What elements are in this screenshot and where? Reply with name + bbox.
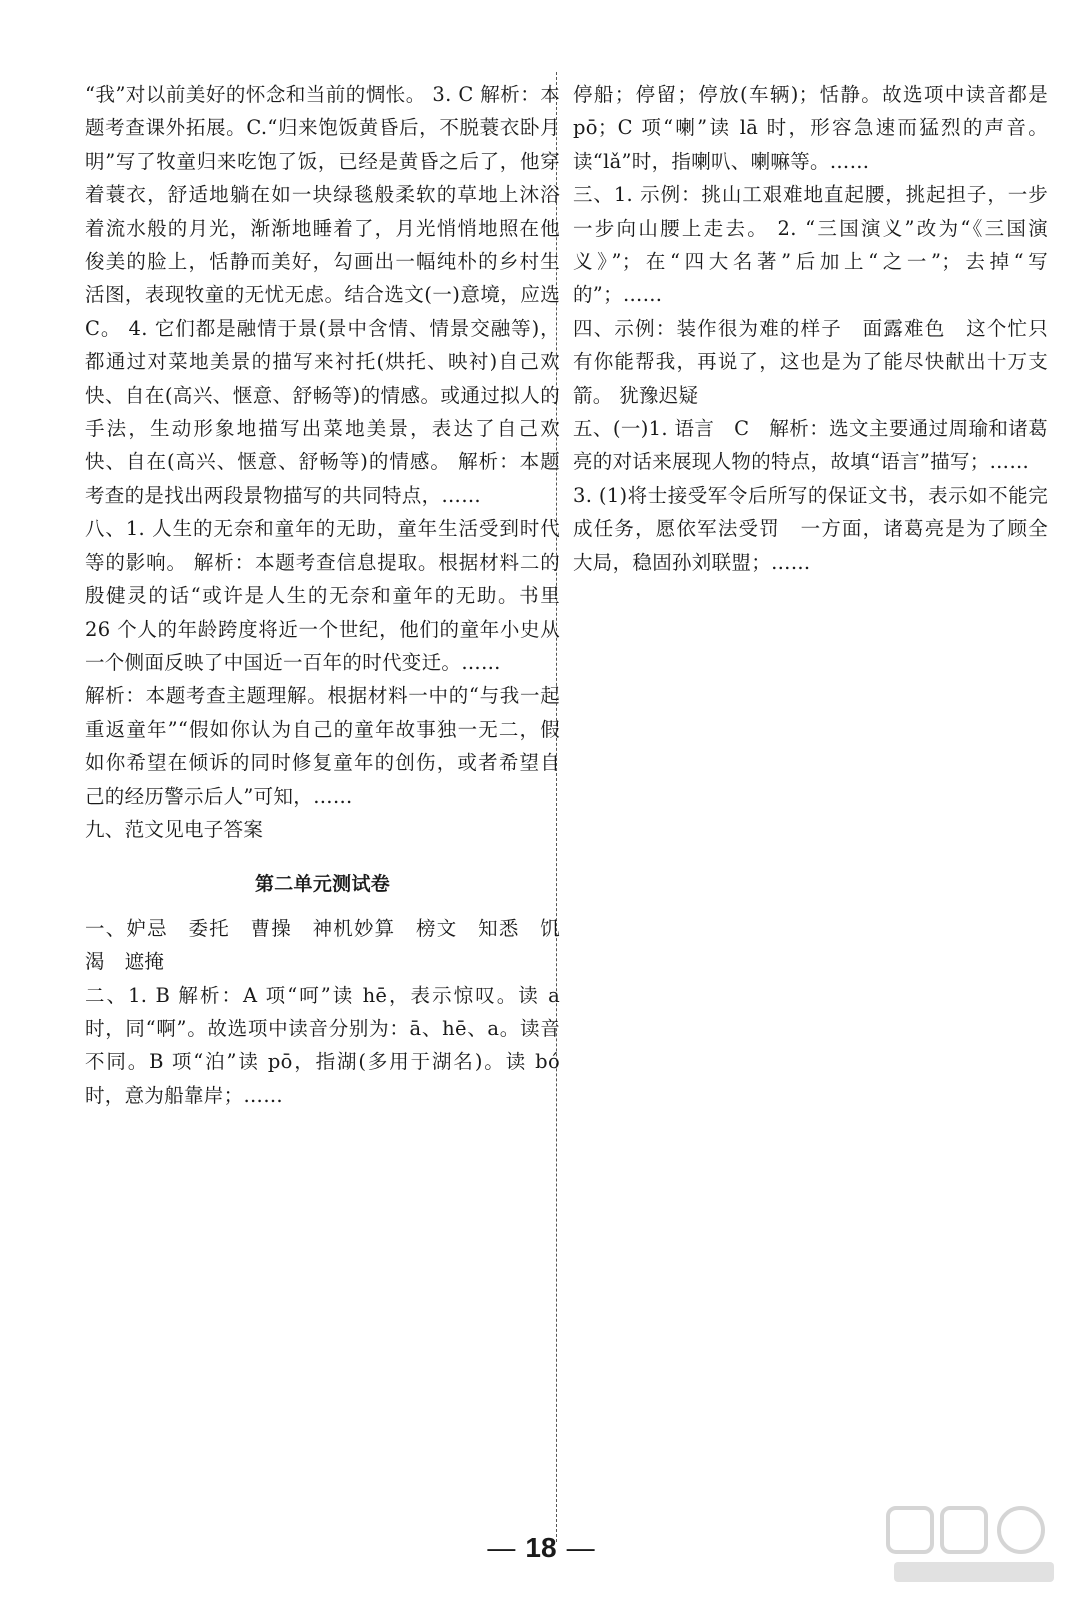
- right-paragraph-5: 3. (1)将士接受军令后所写的保证文书，表示如不能完成任务，愿依军法受罚 一方面，诸葛亮是为了顾全大局，稳固孙刘联盟；……: [573, 483, 1048, 574]
- right-paragraph-4: 五、(一)1. 语言 C 解析：选文主要通过周瑜和诸葛亮的对话来展现人物的特点，故填“语言”描写；……: [573, 417, 1048, 474]
- left-paragraph-5: 一、妒忌 委托 曹操 神机妙算 榜文 知悉 饥渴 遮掩: [85, 916, 560, 974]
- left-column: [85, 78, 560, 1112]
- left-paragraph-6: 二、1. B 解析：A 项“呵”读 hē，表示惊叹。读 a 时，同“啊”。故选项中读音分别为：ā、hē、a。读音不同。B 项“泊”读 pō，指湖(多用于湖名)。读 bó 时，意为船靠岸；……: [85, 983, 560, 1107]
- right-column: [573, 78, 1048, 579]
- right-paragraph-1: 停船；停留；停放(车辆)；恬静。故选项中读音都是 pō；C 项“喇”读 lā 时，形容急速而猛烈的声音。读“lǎ”时，指喇叭、喇嘛等。……: [573, 83, 1048, 173]
- page-number-value: 18: [525, 1532, 557, 1563]
- right-paragraph-3: 四、示例：装作很为难的样子 面露难色 这个忙只有你能帮我，再说了，这也是为了能尽快献出十万支箭。 犹豫迟疑: [573, 316, 1048, 407]
- unit-title: 第二单元测试卷: [254, 873, 391, 896]
- left-paragraph-2: 八、1. 人生的无奈和童年的无助，童年生活受到时代等的影响。 解析：本题考查信息提取。根据材料二的殷健灵的话“或许是人生的无奈和童年的无助。书里 26 个人的年龄跨度将近一个世纪，他们的童年小史从一个侧面反映了中国近一百年的时代变迁。……: [85, 517, 560, 674]
- page-number-dash-right: —: [566, 1532, 595, 1563]
- left-paragraph-3: 解析：本题考查主题理解。根据材料一中的“与我一起重返童年”“假如你认为自己的童年故事独一无二，假如你希望在倾诉的同时修复童年的创伤，或者希望自己的经历警示后人”可知，……: [85, 684, 560, 808]
- page-number-dash-left: —: [487, 1532, 516, 1563]
- left-paragraph-1: “我”对以前美好的怀念和当前的惆怅。 3. C 解析：本题考查课外拓展。C.“归来饱饭黄昏后，不脱蓑衣卧月明”写了牧童归来吃饱了饭，已经是黄昏之后了，他穿着蓑衣，舒适地躺在如一块绿毯般柔软的草地上沐浴着流水般的月光，渐渐地睡着了，月光悄悄地照在他俊美的脸上，恬静而美好，勾画出一幅纯朴的乡村生活图，表现牧童的无忧无虑。结合选文(一)意境，应选 C。 4. 它们都是融情于景(景中含情、情景交融等)，都通过对菜地美景的描写来衬托(烘托、映衬)自己欢快、自在(高兴、惬意、舒畅等)的情感。或通过拟人的手法，生动形象地描写出菜地美景，表达了自己欢快、自在(高兴、惬意、舒畅等)的情感。 解析：本题考查的是找出两段景物描写的共同特点，……: [85, 83, 560, 507]
- left-paragraph-4: 九、范文见电子答案: [85, 817, 264, 841]
- watermark-logo: [886, 1504, 1064, 1588]
- right-paragraph-2: 三、1. 示例：挑山工艰难地直起腰，挑起担子，一步一步向山腰上走去。 2. “三国演义”改为“《三国演义》”；在“四大名著”后加上“之一”；去掉“写的”；……: [573, 183, 1048, 307]
